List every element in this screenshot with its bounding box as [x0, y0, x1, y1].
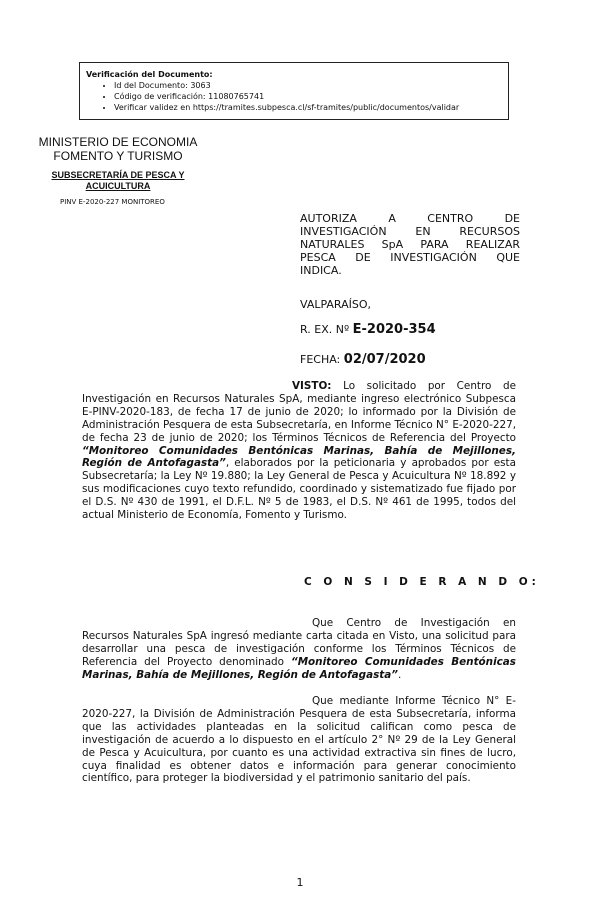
subsecretaria-name	[38, 170, 198, 192]
date-value: 02/07/2020	[343, 352, 426, 367]
verification-url[interactable]: • Verificar validez en https://tramites.subpesca.cl/sf-tramites/public/documentos/validar	[114, 102, 508, 113]
verification-code: • Código de verificación: 11080765741	[114, 91, 508, 102]
verification-title: Verificación del Documento:	[86, 70, 213, 79]
reference-code: PINV E-2020-227 MONITOREO	[60, 198, 165, 206]
considerando-1-project: “Monitoreo Comunidades Bentónicas Marinas, Bahía de Mejillones, Región de Antofagasta”	[82, 655, 516, 681]
resolution-value: E-2020-354	[352, 322, 436, 337]
date-label: FECHA:	[300, 353, 341, 366]
resolution-label: R. EX. Nº	[300, 323, 350, 336]
considerando-1-text-2: .	[397, 668, 402, 681]
considerando-heading: C O N S I D E R A N D O:	[304, 576, 540, 588]
resolution-date	[300, 352, 426, 367]
verification-list	[86, 80, 508, 113]
summary-line-1: AUTORIZA A CENTRO DE	[300, 212, 520, 225]
place: VALPARAÍSO,	[300, 298, 372, 311]
summary-line-2: INVESTIGACIÓN EN RECURSOS	[300, 225, 520, 238]
resolution-number	[300, 322, 436, 337]
considerando-paragraph-1	[82, 617, 516, 682]
considerando-2-text: Que mediante Informe Técnico N° E-2020-227, la División de Administración Pesquera de esta Subsecretaría, informa que las actividades planteadas en la solicitud califican como pesca de investigación de acuerdo a lo dispuesto en el artículo 2° Nº 29 de la Ley General de Pesca y Acuicultura, por cuanto es una actividad extractiva sin fines de lucro, cuya finalidad es obtener datos e información para generar conocimiento científico, para proteger la biodiversidad y el patrimonio sanitario del país.	[82, 695, 516, 785]
subsecretaria-line-1: SUBSECRETARÍA DE PESCA Y	[51, 170, 185, 180]
ministry-line-1: MINISTERIO DE ECONOMIA	[38, 135, 198, 149]
summary-line-3: NATURALES SpA PARA REALIZAR	[300, 238, 520, 251]
document-id: • Id del Documento: 3063	[114, 80, 508, 91]
verification-box	[79, 62, 509, 120]
summary-line-5: INDICA.	[300, 264, 342, 277]
summary-line-4: PESCA DE INVESTIGACIÓN QUE	[300, 251, 520, 264]
considerando-paragraph-2	[82, 695, 516, 785]
visto-text-1: Lo solicitado por Centro de Investigación en Recursos Naturales SpA, mediante ingreso electrónico Subpesca E-PINV-2020-183, de fecha 17 de junio de 2020; lo informado por la División de Administración Pesquera de esta Subsecretaría, en Informe Técnico N° E-2020-227, de fecha 23 de junio de 2020; los Términos Técnicos de Referencia del Proyecto	[82, 380, 516, 444]
ministry-line-2: FOMENTO Y TURISMO	[53, 149, 183, 163]
considerando-1-text-1: Que Centro de Investigación en Recursos Naturales SpA ingresó mediante carta citada en Visto, una solicitud para desarrollar una pesca de investigación conforme los Términos Técnicos de Referencia del Proyecto denominado	[82, 617, 516, 668]
visto-label: VISTO:	[292, 380, 332, 392]
subsecretaria-line-2: ACUICULTURA	[85, 181, 151, 191]
visto-text-2: , elaborados por la peticionaria y aprobados por esta Subsecretaría; la Ley Nº 19.880; la Ley General de Pesca y Acuicultura Nº 18.892 y sus modificaciones cuyo texto refundido, coordinado y sistematizado fue fijado por el D.S. Nº 430 de 1991, el D.F.L. Nº 5 de 1983, el D.S. Nº 461 de 1995, todos del actual Ministerio de Economía, Fomento y Turismo.	[82, 457, 517, 522]
visto-paragraph	[82, 380, 516, 522]
visto-project: “Monitoreo Comunidades Bentónicas Marinas, Bahía de Mejillones, Región de Antofagasta”	[82, 444, 516, 470]
resolution-summary	[300, 212, 520, 264]
ministry-name	[38, 135, 198, 163]
page-number: 1	[296, 876, 304, 889]
